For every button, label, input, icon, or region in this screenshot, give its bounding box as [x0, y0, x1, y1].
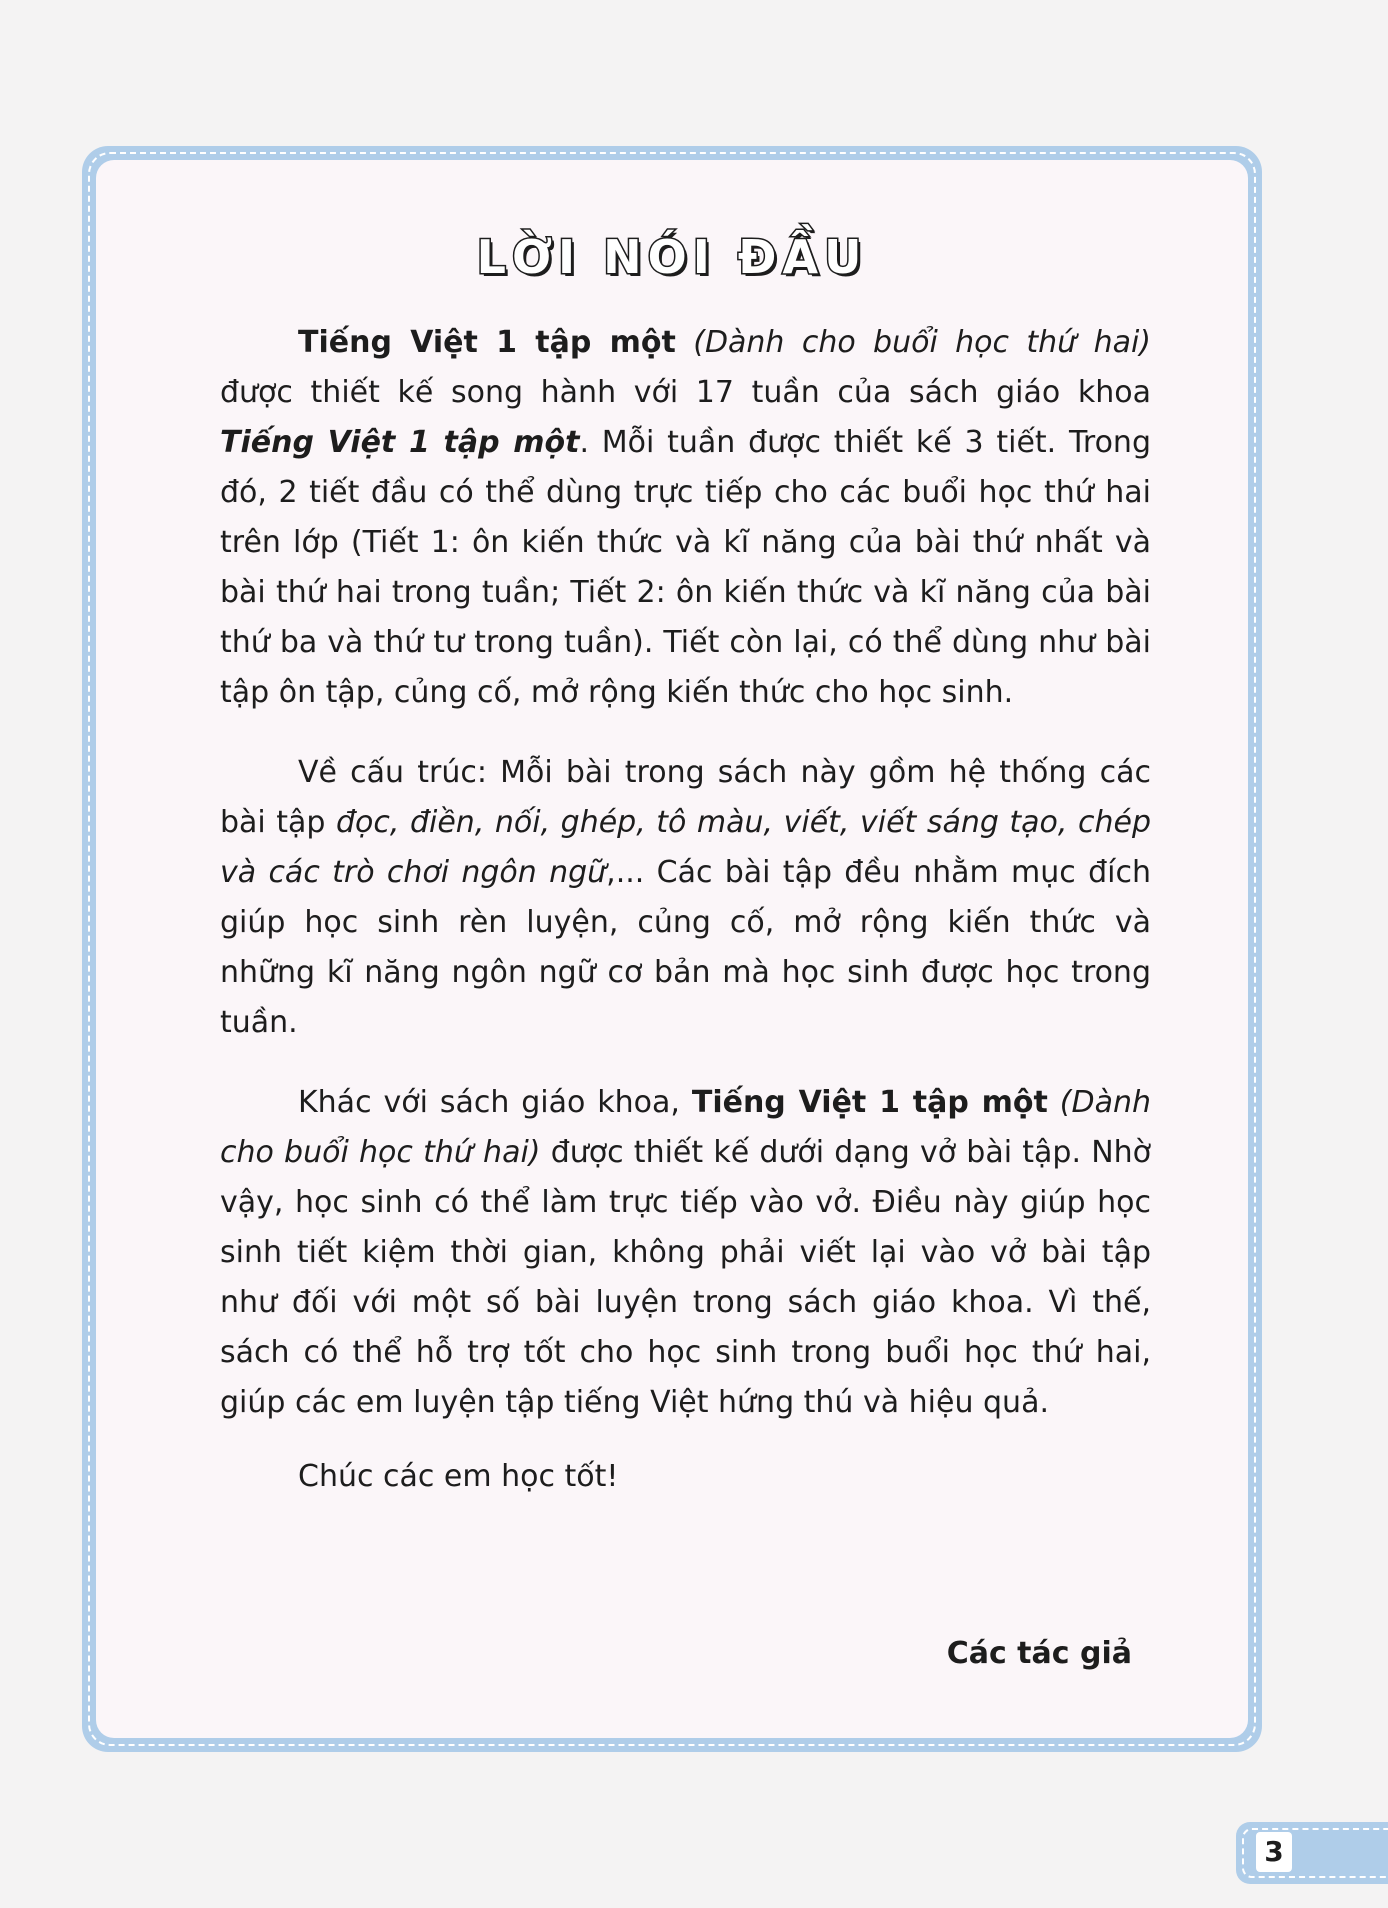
signature: Các tác giả: [946, 1636, 1132, 1671]
paragraph-text: Khác với sách giáo khoa,: [298, 1085, 692, 1120]
paragraph-text: được thiết kế song hành với 17 tuần của sách giáo khoa: [220, 375, 1151, 410]
paragraph-text: được thiết kế dưới dạng vở bài tập. Nhờ vậy, học sinh có thể làm trực tiếp vào vở. Điều này giúp học sinh tiết kiệm thời gian, không phải viết lại vào vở bài tập như đối với một số bài luyện trong sách giáo khoa. Vì thế, sách có thể hỗ trợ tốt cho học sinh trong buổi học thứ hai, giúp các em luyện tập tiếng Việt hứng thú và hiệu quả.: [220, 1135, 1151, 1420]
paragraph-intro: [220, 318, 1151, 718]
paragraph-text: ,... Các bài tập đều nhằm mục đích giúp học sinh rèn luyện, củng cố, mở rộng kiến thức và những kĩ năng ngôn ngữ cơ bản mà học sinh được học trong tuần.: [220, 855, 1151, 1040]
closing-line: Chúc các em học tốt!: [298, 1459, 619, 1494]
preface-body: [220, 318, 1151, 1502]
content-panel: [96, 160, 1248, 1738]
paragraph-format: [220, 1078, 1151, 1428]
book-subtitle: (Dành cho buổi học thứ hai): [693, 325, 1152, 360]
book-title: Tiếng Việt 1 tập một: [691, 1085, 1048, 1120]
paragraph-text: . Mỗi tuần được thiết kế 3 tiết. Trong đó, 2 tiết đầu có thể dùng trực tiếp cho các buổi học thứ hai trên lớp (Tiết 1: ôn kiến thức và kĩ năng của bài thứ nhất và bài thứ hai trong tuần; Tiết 2: ôn kiến thức và kĩ năng của bài thứ ba và thứ tư trong tuần). Tiết còn lại, có thể dùng như bài tập ôn tập, củng cố, mở rộng kiến thức cho học sinh.: [220, 425, 1151, 710]
paragraph-text: Về cấu trúc: Mỗi bài trong sách này gồm hệ thống các bài tập: [220, 755, 1151, 840]
content-frame: [82, 146, 1262, 1752]
page-number: 3: [1256, 1832, 1292, 1872]
paragraph-structure: [220, 748, 1151, 1048]
page-title: LỜI NÓI ĐẦU: [476, 230, 868, 284]
page-number-tab: [1236, 1822, 1388, 1884]
activities-list: đọc, điền, nối, ghép, tô màu, viết, viết sáng tạo, chép và các trò chơi ngôn ngữ: [220, 805, 1151, 890]
title-wrap: [96, 230, 1248, 284]
book-subtitle: (Dành cho buổi học thứ hai): [220, 1085, 1151, 1170]
book-title-italic: Tiếng Việt 1 tập một: [220, 425, 580, 460]
book-title: Tiếng Việt 1 tập một: [298, 325, 676, 360]
